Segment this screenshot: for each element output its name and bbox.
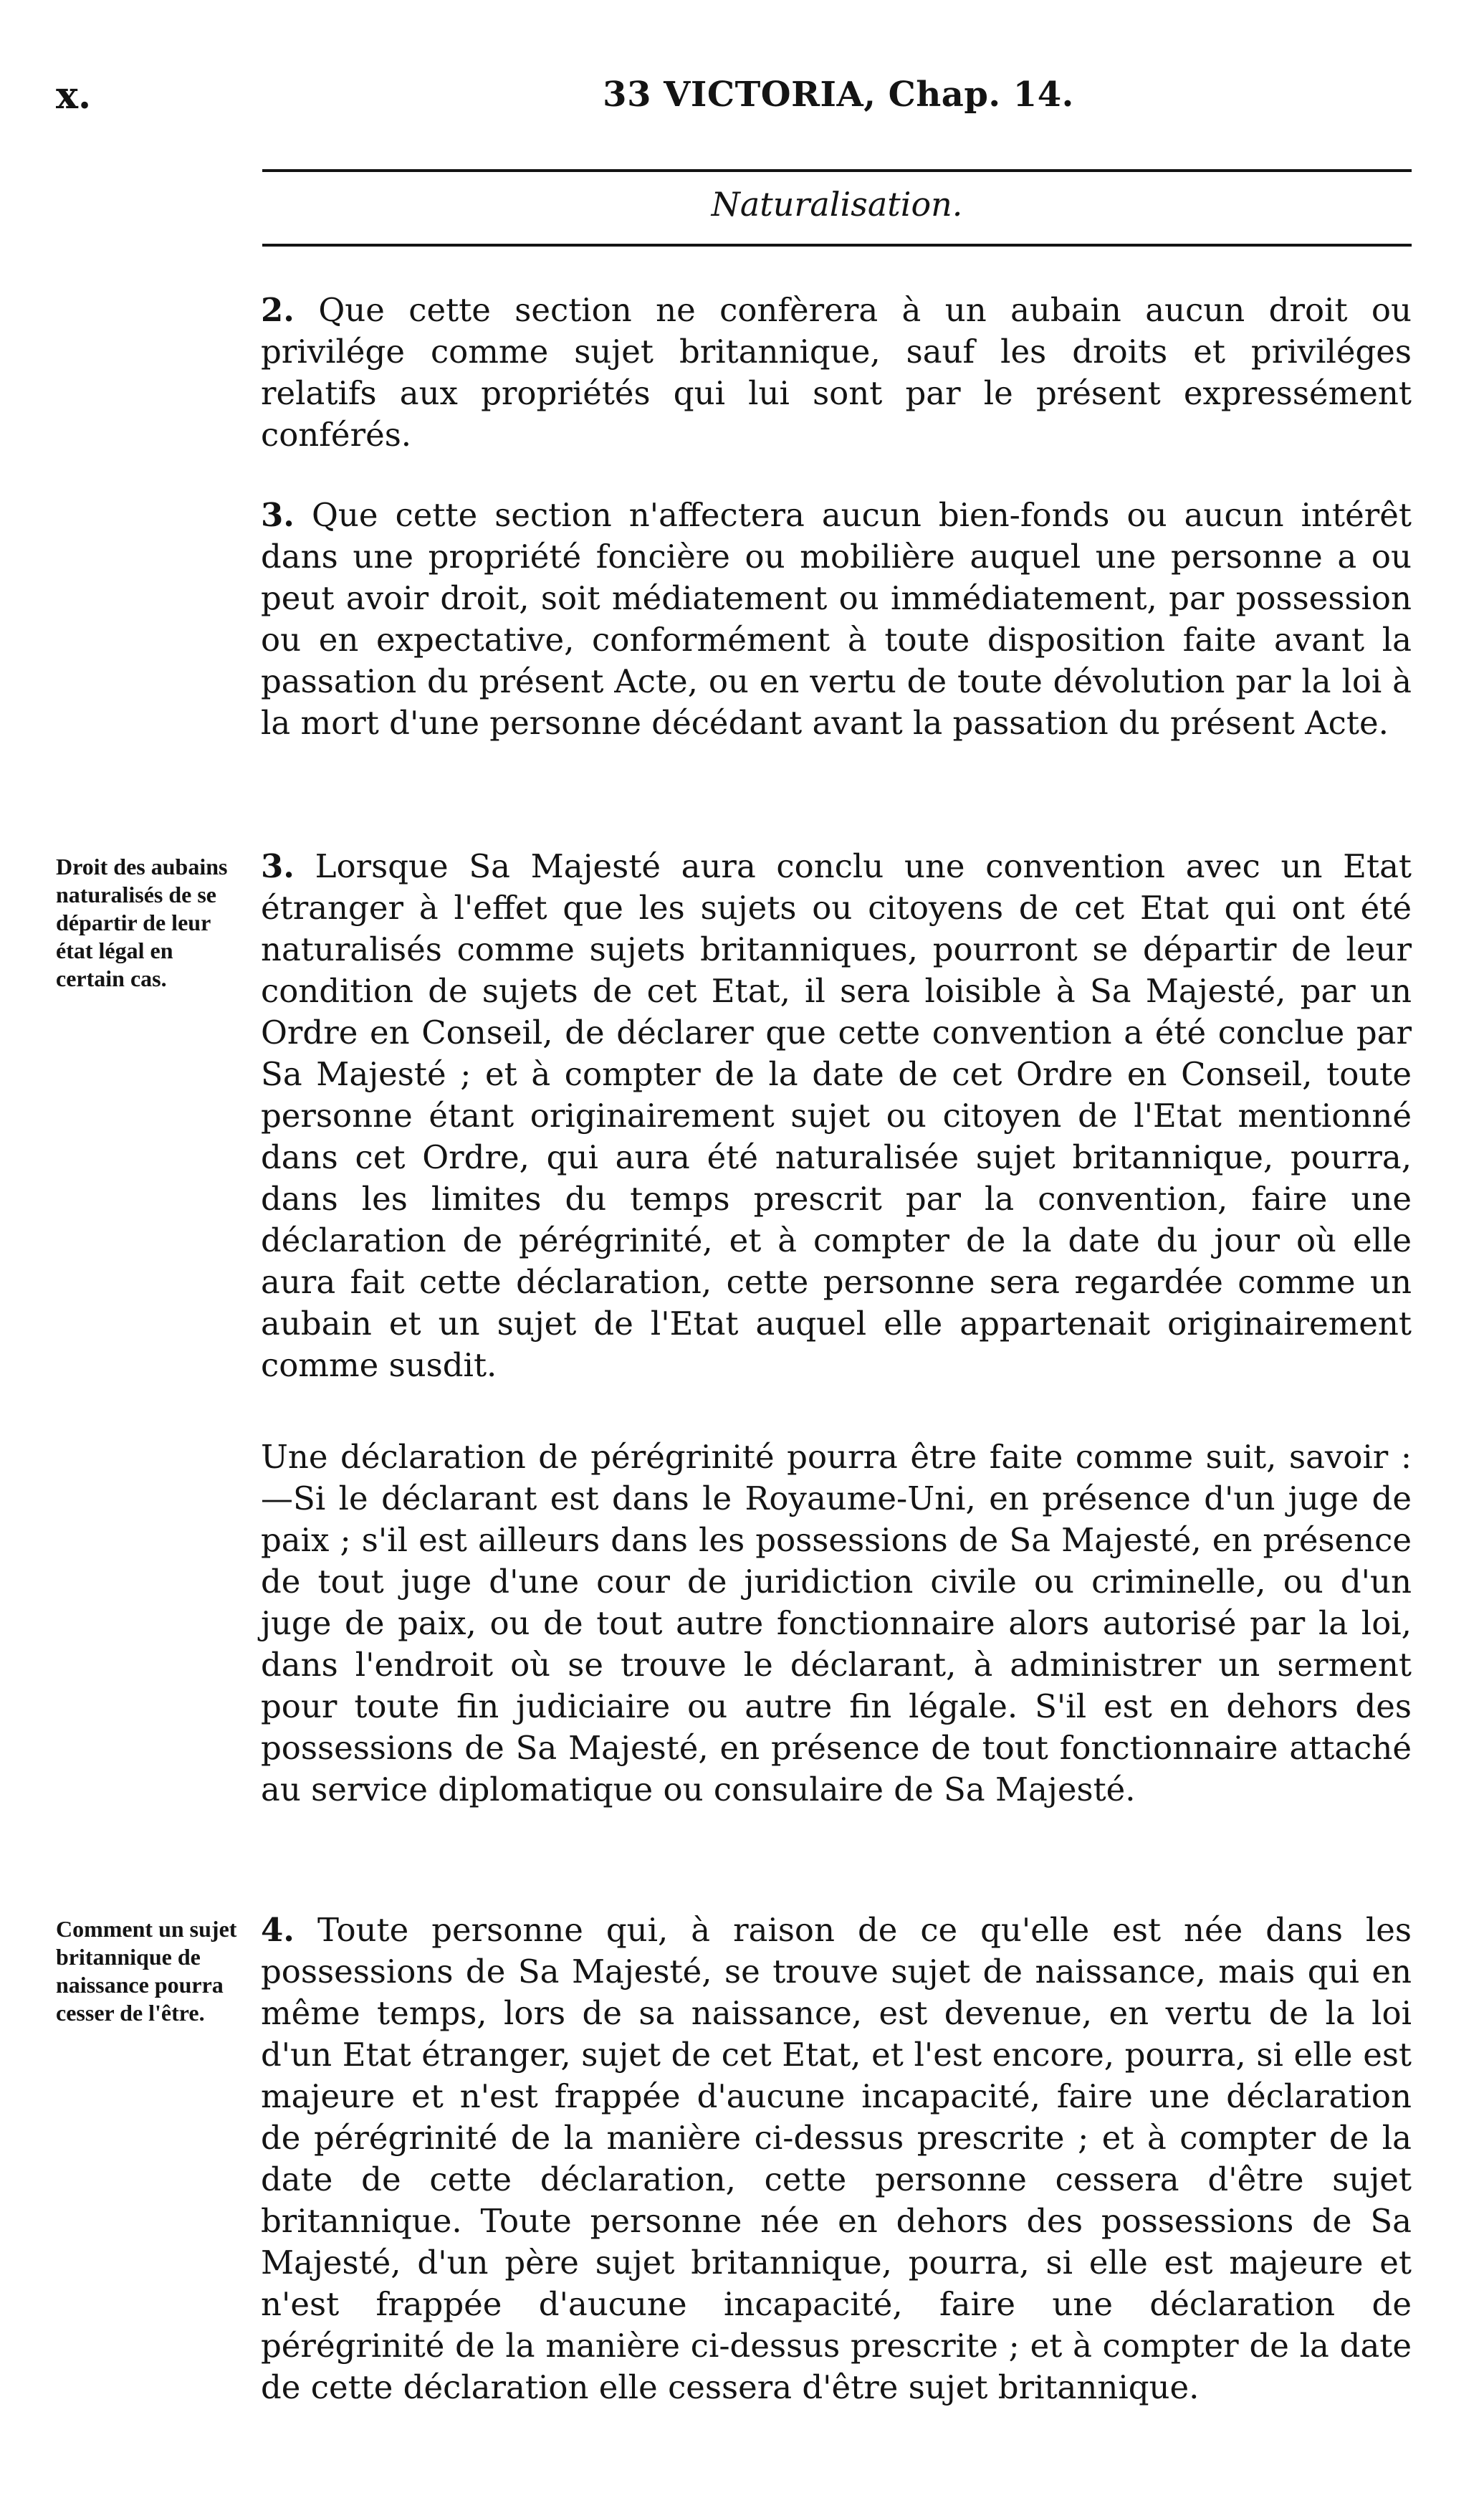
header-rule-top xyxy=(262,169,1412,172)
section-text: Que cette section ne confèrera à un aubain aucun droit ou privilége comme sujet britannique, sauf les droits et priviléges relatifs aux propriétés qui lui sont par le présent expressément conférés. xyxy=(261,291,1412,454)
paragraph-declaration xyxy=(261,1436,1412,1811)
section-text: Que cette section n'affectera aucun bien-fonds ou aucun intérêt dans une propriété foncière ou mobilière auquel une personne a ou peut avoir droit, soit médiatement ou immédiatement, par possession ou en expectative, conformément à toute disposition faite avant la passation du présent Acte, ou en vertu de toute dévolution par la loi à la mort d'une personne décédant avant la passation du présent Acte. xyxy=(261,496,1412,742)
running-head: 33 VICTORIA, Chap. 14. xyxy=(603,75,1074,115)
paragraph-section-3 xyxy=(261,846,1412,1386)
paragraph-section-3-proviso xyxy=(261,495,1412,744)
section-text: Toute personne qui, à raison de ce qu'elle est née dans les possessions de Sa Majesté, se trouve sujet de naissance, mais qui en même temps, lors de sa naissance, est devenue, en vertu de la loi d'un Etat étranger, sujet de cet Etat, et l'est encore, pourra, si elle est majeure et n'est frappée d'aucune incapacité, faire une déclaration de pérégrinité de la manière ci-dessus prescrite ; et à compter de la date de cette déclaration, cette personne cessera d'être sujet britannique. Toute personne née en dehors des possessions de Sa Majesté, d'un père sujet britannique, pourra, si elle est majeure et n'est frappée d'aucune incapacité, faire une déclaration de pérégrinité de la manière ci-dessus prescrite ; et à compter de la date de cette déclaration elle cessera d'être sujet britannique. xyxy=(261,1911,1412,2406)
margin-note-aliens-renounce: Droit des aubains naturalisés de se départir de leur état légal en certain cas. xyxy=(56,854,228,991)
section-number: 3. xyxy=(261,847,295,885)
section-subtitle: Naturalisation. xyxy=(711,185,963,224)
paragraph-section-2 xyxy=(261,290,1412,456)
section-text: Une déclaration de pérégrinité pourra être faite comme suit, savoir :—Si le déclarant est dans le Royaume-Uni, en présence d'un juge de paix ; s'il est ailleurs dans les possessions de Sa Majesté, en présence de tout juge d'une cour de juridiction civile ou criminelle, ou d'un juge de paix, ou de tout autre fonctionnaire alors autorisé par la loi, dans l'endroit où se trouve le déclarant, à administrer un serment pour toute fin judiciaire ou autre fin légale. S'il est en dehors des possessions de Sa Majesté, en présence de tout fonctionnaire attaché au service diplomatique ou consulaire de Sa Majesté. xyxy=(261,1438,1412,1808)
page-number: x. xyxy=(56,74,92,118)
section-number: 4. xyxy=(261,1911,295,1949)
margin-note-natural-born-cease: Comment un sujet britannique de naissance pourra cesser de l'être. xyxy=(56,1916,237,2026)
header-rule-bottom xyxy=(262,244,1412,247)
paragraph-section-4 xyxy=(261,1910,1412,2408)
section-text: Lorsque Sa Majesté aura conclu une convention avec un Etat étranger à l'effet que les sujets ou citoyens de cet Etat qui ont été naturalisés comme sujets britanniques, pourront se départir de leur condition de sujets de cet Etat, il sera loisible à Sa Majesté, par un Ordre en Conseil, de déclarer que cette convention a été conclue par Sa Majesté ; et à compter de la date de cet Ordre en Conseil, toute personne étant originairement sujet ou citoyen de l'Etat mentionné dans cet Ordre, qui aura été naturalisée sujet britannique, pourra, dans les limites du temps prescrit par la convention, faire une déclaration de pérégrinité, et à compter de la date du jour où elle aura fait cette déclaration, cette personne sera regardée comme un aubain et un sujet de l'Etat auquel elle appartenait originairement comme susdit. xyxy=(261,847,1412,1384)
section-number: 3. xyxy=(261,496,295,534)
section-number: 2. xyxy=(261,291,295,329)
